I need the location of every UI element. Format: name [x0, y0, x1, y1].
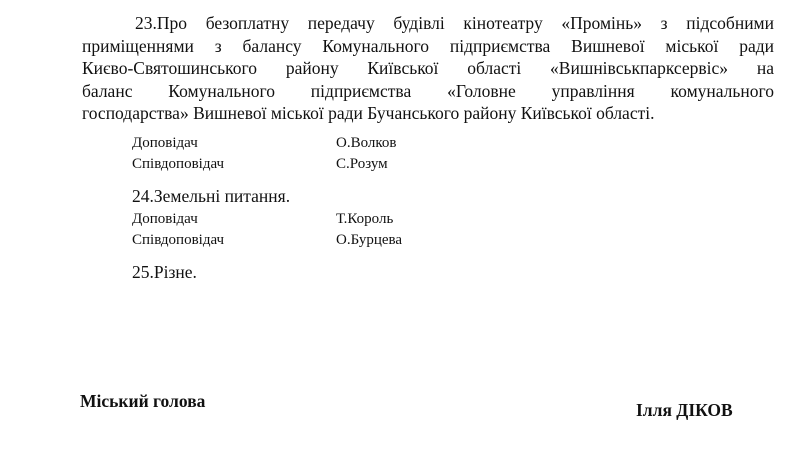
item-23-line-2: приміщеннями з балансу Комунального підприємства Вишневої міської ради [82, 35, 774, 56]
item-23-corapporteur-row [132, 153, 532, 175]
rapporteur-name: Т.Король [336, 211, 394, 227]
signature-name: Ілля ДІКОВ [636, 400, 733, 420]
rapporteur-label: Доповідач [132, 135, 198, 151]
corapporteur-name: О.Бурцева [336, 232, 403, 248]
corapporteur-label: Співдоповідач [132, 232, 225, 248]
item-23-line-4: баланс Комунального підприємства «Головне управління комунального [82, 80, 774, 101]
rapporteur-label: Доповідач [132, 211, 198, 227]
rapporteur-name: О.Волков [336, 135, 397, 151]
item-23-line-3: Києво-Святошинського району Київської області «Вишнівськпарксервіс» на [82, 58, 774, 78]
corapporteur-name: С.Розум [336, 156, 388, 172]
agenda-item-23-text [82, 12, 774, 125]
signature-title: Міський голова [80, 391, 206, 411]
item-23-line-1: 23.Про безоплатну передачу будівлі кінотеатру «Промінь» з підсобними [135, 13, 774, 33]
item-24-rapporteur-row [132, 208, 532, 230]
corapporteur-label: Співдоповідач [132, 156, 225, 172]
item-23-line-5: господарства» Вишневої міської ради Бучанського району Київської області. [82, 103, 655, 123]
item-24-corapporteur-row [132, 229, 532, 251]
agenda-item-25-heading: 25.Різне. [132, 262, 197, 282]
item-23-rapporteur-row [132, 132, 532, 154]
agenda-item-24-heading: 24.Земельні питання. [132, 186, 291, 206]
